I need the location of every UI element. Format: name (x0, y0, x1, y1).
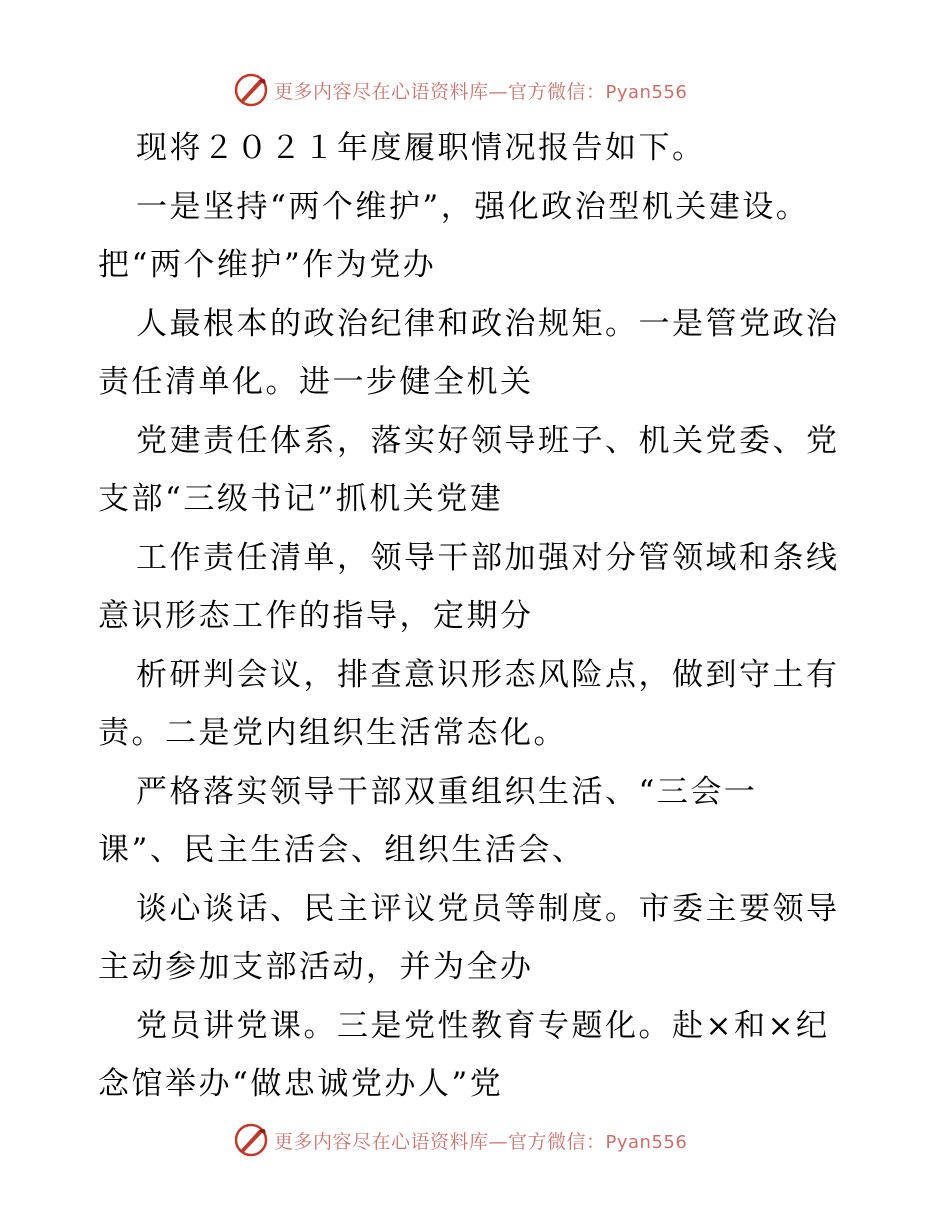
text-line: 人最根本的政治纪律和政治规矩。一是管党政治 (136, 306, 840, 342)
banner-text-cn: 更多内容尽在心语资料库—官方微信： (274, 80, 606, 103)
banner-wechat-id: Pyan556 (605, 1131, 688, 1153)
text-line: 党员讲党课。三是党性教育专题化。赴×和×纪 (136, 1008, 830, 1044)
text-line: 责任清单化。进一步健全机关 (98, 364, 534, 400)
text-line: 析研判会议，排查意识形态风险点，做到守土有 (136, 657, 840, 693)
footer-banner (232, 1120, 687, 1160)
text-line: 支部“三级书记”抓机关党建 (98, 481, 504, 517)
banner-wechat-id: Pyan556 (605, 81, 688, 103)
text-line: 一是坚持“两个维护”，强化政治型机关建设。 (136, 189, 810, 225)
banner-text (274, 1127, 687, 1154)
text-line: 课”、民主生活会、组织生活会、 (98, 832, 586, 868)
text-line: 意识形态工作的指导，定期分 (98, 598, 534, 634)
banner-text (274, 77, 687, 104)
text-line: 念馆举办“做忠诚党办人”党 (98, 1066, 504, 1102)
text-line: 把“两个维护”作为党办 (98, 247, 437, 283)
header-banner (232, 70, 687, 110)
quill-pen-logo-icon (232, 71, 270, 109)
text-line: 严格落实领导干部双重组织生活、“三会一 (136, 774, 758, 810)
text-line: 谈心谈话、民主评议党员等制度。市委主要领导 (136, 891, 840, 927)
banner-text-cn: 更多内容尽在心语资料库—官方微信： (274, 1130, 606, 1153)
text-line: 党建责任体系，落实好领导班子、机关党委、党 (136, 423, 840, 459)
quill-pen-logo-icon (232, 1121, 270, 1159)
text-line: 工作责任清单，领导干部加强对分管领域和条线 (136, 540, 840, 576)
text-line: 责。二是党内组织生活常态化。 (98, 715, 567, 751)
text-line: 现将２０２１年度履职情况报告如下。 (136, 130, 706, 166)
text-line: 主动参加支部活动，并为全办 (98, 949, 534, 985)
